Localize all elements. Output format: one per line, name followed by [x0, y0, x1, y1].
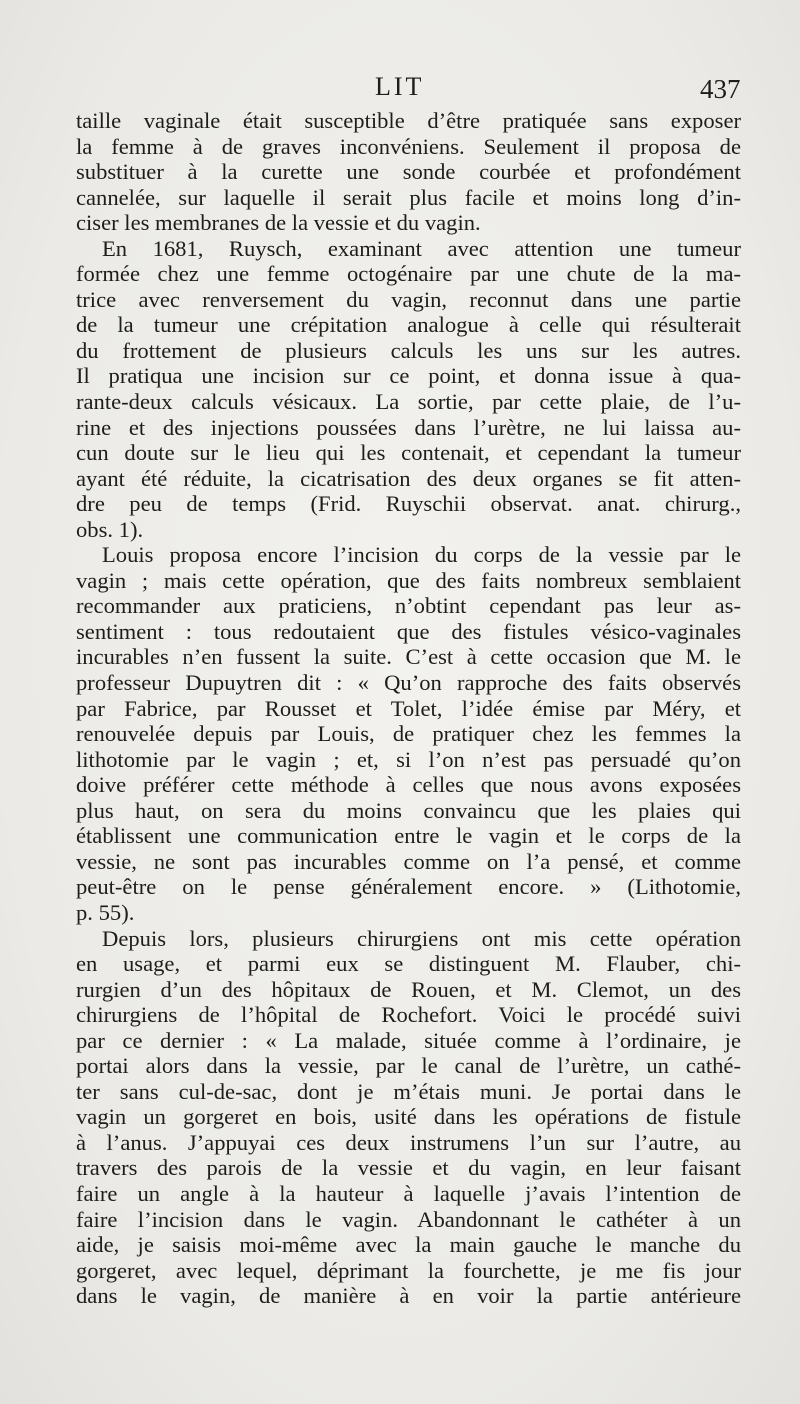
text-line: en usage, et parmi eux se distinguent M. Flauber, chi- — [76, 951, 741, 977]
text-line: peut-être on le pense généralement encore. » (Lithotomie, — [76, 874, 741, 900]
text-line: cun doute sur le lieu qui les contenait, et cependant la tumeur — [76, 440, 741, 466]
text-line: En 1681, Ruysch, examinant avec attention une tumeur — [102, 235, 741, 261]
text-line: de la tumeur une crépitation analogue à celle qui résulterait — [76, 312, 741, 338]
text-line: ter sans cul-de-sac, dont je m’étais muni. Je portai dans le — [76, 1078, 741, 1104]
text-line: incurables n’en fussent la suite. C’est à cette occasion que M. le — [76, 644, 741, 670]
text-line: sentiment : tous redoutaient que des fistules vésico-vaginales — [76, 618, 741, 644]
text-line: p. 55). — [76, 899, 135, 925]
text-line: formée chez une femme octogénaire par une chute de la ma- — [76, 261, 741, 287]
text-line: Louis proposa encore l’incision du corps de la vessie par le — [102, 542, 741, 568]
text-line: ciser les membranes de la vessie et du vagin. — [76, 210, 481, 236]
text-line: rurgien d’un des hôpitaux de Rouen, et M. Clemot, un des — [76, 976, 741, 1002]
text-line: par ce dernier : « La malade, située comme à l’ordinaire, je — [76, 1027, 741, 1053]
text-line: portai alors dans la vessie, par le canal de l’urètre, un cathé- — [76, 1053, 741, 1079]
text-line: professeur Dupuytren dit : « Qu’on rapproche des faits observés — [76, 670, 741, 696]
text-line: ayant été réduite, la cicatrisation des deux organes se fit atten- — [76, 465, 741, 491]
text-line: cannelée, sur laquelle il serait plus facile et moins long d’in- — [76, 184, 741, 210]
text-line: obs. 1). — [76, 516, 144, 542]
text-line: plus haut, on sera du moins convaincu que les plaies qui — [76, 797, 741, 823]
text-line: dans le vagin, de manière à en voir la partie antérieure — [76, 1283, 741, 1309]
body-text — [76, 108, 741, 1309]
text-line: la femme à de graves inconvéniens. Seulement il proposa de — [76, 133, 741, 159]
text-line: trice avec renversement du vagin, reconnut dans une partie — [76, 286, 741, 312]
text-line: établissent une communication entre le vagin et le corps de la — [76, 823, 741, 849]
text-line: rine et des injections poussées dans l’urètre, ne lui laissa au- — [76, 414, 741, 440]
text-line: chirurgiens de l’hôpital de Rochefort. Voici le procédé suivi — [76, 1002, 741, 1028]
text-line: substituer à la curette une sonde courbée et profondément — [76, 159, 741, 185]
text-line: à l’anus. J’appuyai ces deux instrumens l’un sur l’autre, au — [76, 1129, 741, 1155]
text-line: Depuis lors, plusieurs chirurgiens ont mis cette opération — [102, 925, 741, 951]
text-line: vagin ; mais cette opération, que des faits nombreux semblaient — [76, 567, 741, 593]
text-line: vessie, ne sont pas incurables comme on l’a pensé, et comme — [76, 848, 741, 874]
text-line: doive préférer cette méthode à celles que nous avons exposées — [76, 772, 741, 798]
text-line: gorgeret, avec lequel, déprimant la fourchette, je me fis jour — [76, 1257, 741, 1283]
running-head: LIT — [375, 72, 425, 101]
text-line: renouvelée depuis par Louis, de pratiquer chez les femmes la — [76, 721, 741, 747]
text-line: vagin un gorgeret en bois, usité dans les opérations de fistule — [76, 1104, 741, 1130]
text-line: faire un angle à la hauteur à laquelle j’avais l’intention de — [76, 1180, 741, 1206]
text-line: aide, je saisis moi-même avec la main gauche le manche du — [76, 1232, 741, 1258]
text-line: dre peu de temps (Frid. Ruyschii observat. anat. chirurg., — [76, 491, 741, 517]
text-line: rante-deux calculs vésicaux. La sortie, par cette plaie, de l’u- — [76, 389, 741, 415]
text-line: faire l’incision dans le vagin. Abandonnant le cathéter à un — [76, 1206, 741, 1232]
text-line: taille vaginale était susceptible d’être pratiquée sans exposer — [76, 108, 741, 133]
page-number: 437 — [700, 74, 741, 104]
text-line: lithotomie par le vagin ; et, si l’on n’est pas persuadé qu’on — [76, 746, 741, 772]
text-line: recommander aux praticiens, n’obtint cependant pas leur as- — [76, 593, 741, 619]
text-line: travers des parois de la vessie et du vagin, en leur faisant — [76, 1155, 741, 1181]
text-line: Il pratiqua une incision sur ce point, et donna issue à qua- — [76, 363, 741, 389]
text-line: par Fabrice, par Rousset et Tolet, l’idée émise par Méry, et — [76, 695, 741, 721]
text-line: du frottement de plusieurs calculs les uns sur les autres. — [76, 337, 741, 363]
